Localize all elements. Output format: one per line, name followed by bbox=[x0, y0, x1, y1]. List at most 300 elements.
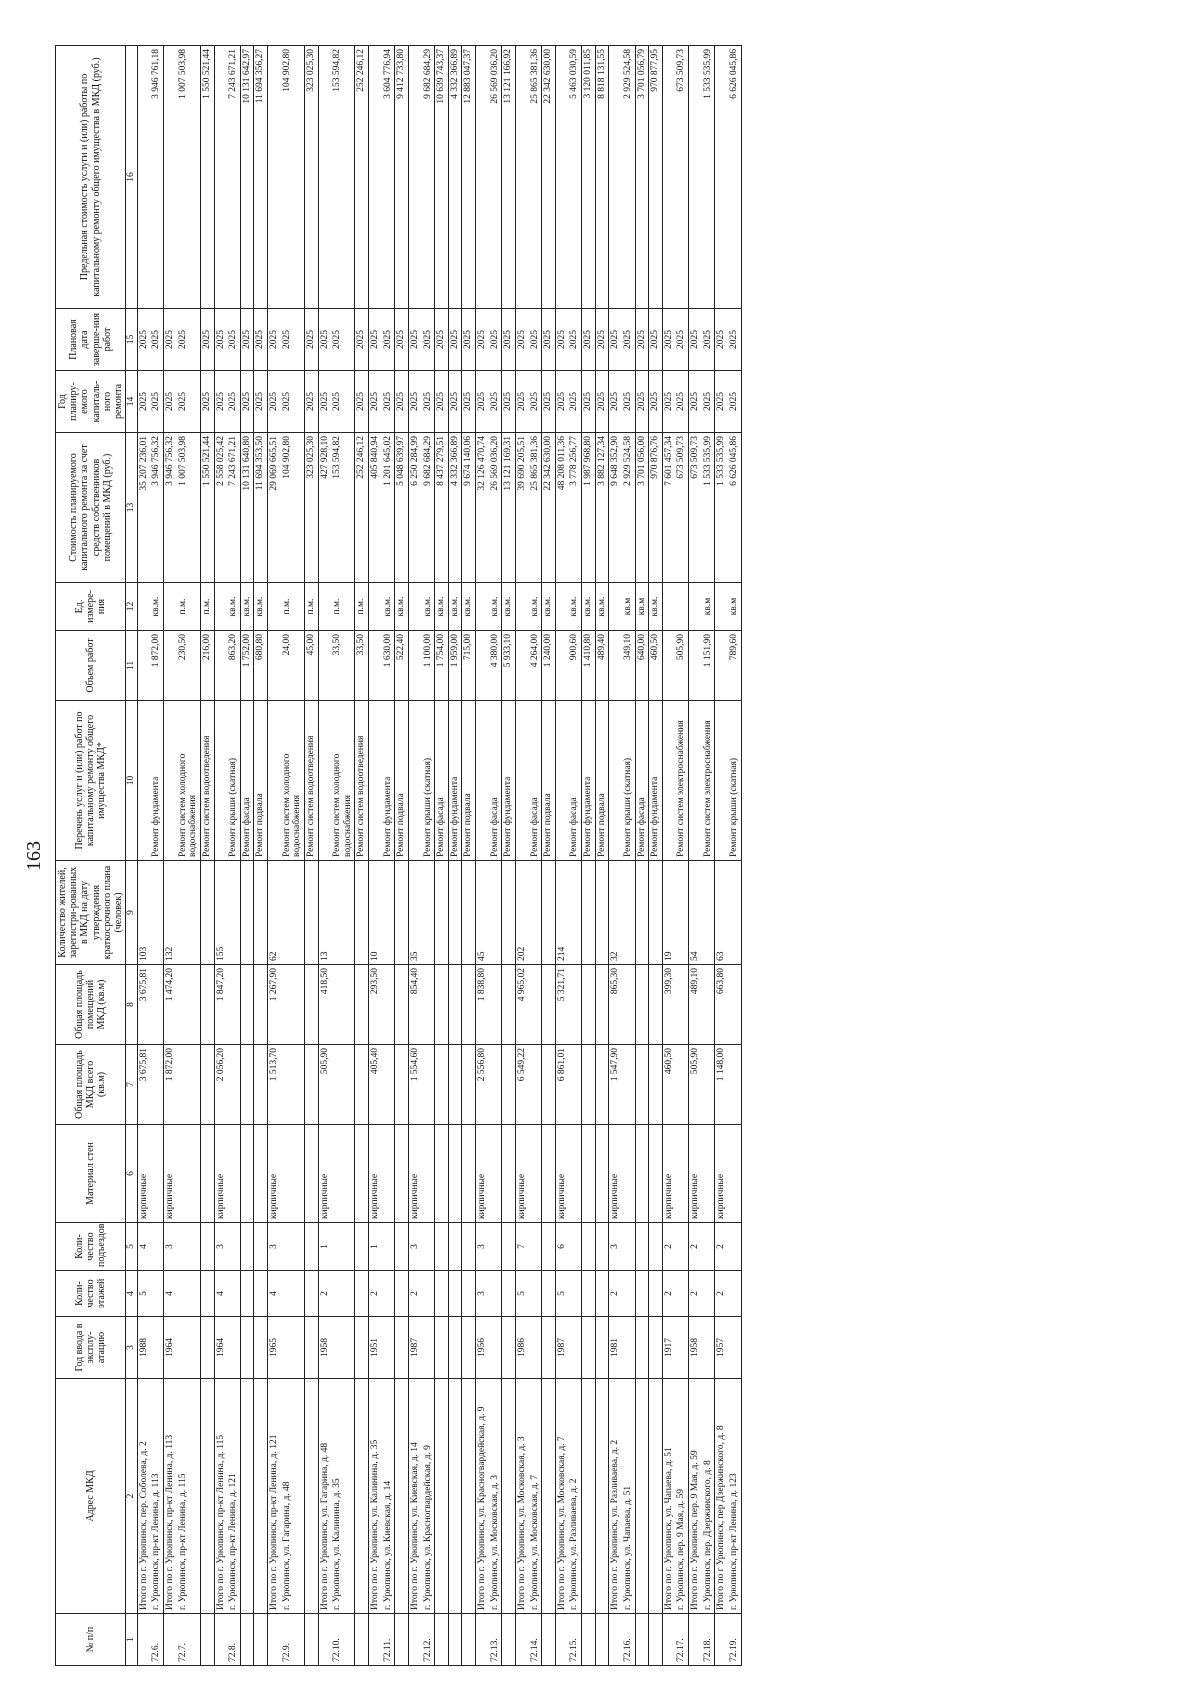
table-cell: 9 648 352,90 bbox=[609, 433, 622, 583]
table-cell bbox=[200, 1317, 214, 1379]
table-cell: кв.м. bbox=[582, 583, 596, 631]
table-cell: 1951 bbox=[369, 1317, 382, 1379]
table-cell: 2025 bbox=[408, 371, 421, 433]
table-cell bbox=[448, 965, 462, 1045]
table-cell: 2025 bbox=[715, 371, 728, 433]
table-cell bbox=[137, 1614, 150, 1666]
table-row bbox=[489, 46, 502, 1666]
table-cell: 3 bbox=[164, 1223, 177, 1271]
table-cell bbox=[542, 861, 556, 965]
table-cell: 1 533 535,99 bbox=[702, 433, 715, 583]
table-cell: 489,40 bbox=[595, 631, 609, 701]
table-cell: 2 056,20 bbox=[214, 1045, 227, 1125]
table-cell bbox=[164, 1614, 177, 1666]
table-row bbox=[435, 46, 449, 1666]
table-cell: 3 bbox=[609, 1223, 622, 1271]
table-cell: Ремонт подвала bbox=[462, 701, 476, 861]
table-cell bbox=[582, 1045, 596, 1125]
table-cell bbox=[529, 861, 542, 965]
table-cell bbox=[675, 1045, 688, 1125]
table-cell: 1986 bbox=[515, 1317, 528, 1379]
table-cell bbox=[240, 1271, 254, 1317]
table-cell bbox=[331, 965, 355, 1045]
table-cell bbox=[542, 965, 556, 1045]
table-cell: 2025 bbox=[568, 371, 581, 433]
table-row bbox=[200, 46, 214, 1666]
table-cell bbox=[214, 1614, 227, 1666]
total-row bbox=[689, 46, 702, 1666]
table-cell: Итого по г. Урюпинск, пр-кт Ленина, д. 115 bbox=[214, 1379, 227, 1614]
table-cell bbox=[476, 701, 489, 861]
table-cell: 104 902,80 bbox=[281, 46, 305, 309]
table-cell bbox=[435, 861, 449, 965]
table-cell bbox=[555, 631, 568, 701]
table-cell bbox=[318, 583, 331, 631]
table-cell bbox=[227, 1317, 240, 1379]
table-cell bbox=[331, 1223, 355, 1271]
table-cell: 1 513,70 bbox=[268, 1045, 281, 1125]
column-number: 9 bbox=[126, 861, 138, 965]
table-cell: 7 243 671,21 bbox=[227, 46, 240, 309]
table-cell bbox=[254, 1379, 268, 1614]
table-cell: 427 928,10 bbox=[318, 433, 331, 583]
table-cell: 72.17. bbox=[675, 1614, 688, 1666]
table-cell: 505,90 bbox=[318, 1045, 331, 1125]
total-row bbox=[515, 46, 528, 1666]
table-cell bbox=[304, 1223, 318, 1271]
table-cell: 1987 bbox=[408, 1317, 421, 1379]
table-row bbox=[422, 46, 435, 1666]
table-cell bbox=[568, 1125, 581, 1223]
table-cell bbox=[529, 1317, 542, 1379]
total-row bbox=[408, 46, 421, 1666]
table-cell: 2025 bbox=[635, 371, 649, 433]
table-cell: 155 bbox=[214, 861, 227, 965]
table-cell bbox=[227, 1271, 240, 1317]
table-cell bbox=[227, 1125, 240, 1223]
table-cell bbox=[595, 861, 609, 965]
table-cell bbox=[675, 1271, 688, 1317]
table-cell: 2025 bbox=[675, 371, 688, 433]
table-cell: 2025 bbox=[502, 371, 516, 433]
table-cell: 970 877,95 bbox=[649, 46, 663, 309]
table-cell bbox=[462, 965, 476, 1045]
column-header-9: Количество жителей, зарегистри-рованных в МКД на дату утверждения краткосрочного плана (человек) bbox=[56, 861, 126, 965]
table-body bbox=[137, 46, 741, 1666]
table-cell: г. Урюпинск, пр-кт Ленина, д. 123 bbox=[728, 1379, 741, 1614]
table-cell: 2025 bbox=[435, 309, 449, 371]
table-cell: Ремонт подвала bbox=[542, 701, 556, 861]
table-cell: 1 554,60 bbox=[408, 1045, 421, 1125]
table-cell: 505,90 bbox=[689, 1045, 702, 1125]
table-cell: 12 883 047,37 bbox=[462, 46, 476, 309]
table-cell bbox=[555, 1614, 568, 1666]
table-cell: 13 bbox=[318, 861, 331, 965]
table-cell: 1 533 535,99 bbox=[715, 433, 728, 583]
table-cell bbox=[595, 1271, 609, 1317]
table-cell: 5 321,71 bbox=[555, 965, 568, 1045]
table-cell bbox=[164, 46, 177, 309]
table-cell bbox=[649, 1614, 663, 1666]
table-cell bbox=[435, 1125, 449, 1223]
table-cell: 1 bbox=[369, 1223, 382, 1271]
table-cell bbox=[331, 861, 355, 965]
table-cell: 22 342 630,00 bbox=[542, 46, 556, 309]
table-cell: 252 246,12 bbox=[355, 433, 369, 583]
table-cell bbox=[595, 1223, 609, 1271]
table-cell: 505,90 bbox=[675, 631, 688, 701]
table-cell bbox=[662, 631, 675, 701]
table-cell bbox=[395, 1125, 409, 1223]
table-row bbox=[622, 46, 635, 1666]
table-cell bbox=[395, 1045, 409, 1125]
table-cell bbox=[304, 861, 318, 965]
table-cell: кирпичные bbox=[214, 1125, 227, 1223]
table-row bbox=[502, 46, 516, 1666]
table-cell: Ремонт систем электроснабжения bbox=[702, 701, 715, 861]
table-cell: 5 048 639,97 bbox=[395, 433, 409, 583]
table-cell: 405,40 bbox=[369, 1045, 382, 1125]
table-cell: г. Урюпинск, пр-кт Ленина, д. 115 bbox=[177, 1379, 201, 1614]
table-cell: п.м. bbox=[355, 583, 369, 631]
table-cell: 72.13. bbox=[489, 1614, 502, 1666]
table-cell: кв.м. bbox=[395, 583, 409, 631]
table-cell: 2025 bbox=[408, 309, 421, 371]
table-cell bbox=[408, 1614, 421, 1666]
column-number: 1 bbox=[126, 1614, 138, 1666]
table-cell: 1 148,00 bbox=[715, 1045, 728, 1125]
table-cell: 640,00 bbox=[635, 631, 649, 701]
table-cell bbox=[702, 1271, 715, 1317]
table-cell bbox=[254, 861, 268, 965]
table-cell bbox=[568, 965, 581, 1045]
table-cell bbox=[635, 1223, 649, 1271]
column-header-10: Перечень услуг и (или) работ по капитальному ремонту общего имущества МКД* bbox=[56, 701, 126, 861]
table-cell: 2025 bbox=[476, 371, 489, 433]
table-cell: г. Урюпинск, ул. Калинина, д. 35 bbox=[331, 1379, 355, 1614]
table-row bbox=[649, 46, 663, 1666]
table-cell: 970 876,76 bbox=[649, 433, 663, 583]
table-cell bbox=[177, 1125, 201, 1223]
table-cell bbox=[268, 46, 281, 309]
table-cell: Ремонт крыши (скатная) bbox=[622, 701, 635, 861]
table-cell bbox=[281, 1271, 305, 1317]
table-cell bbox=[422, 965, 435, 1045]
table-cell: 2025 bbox=[489, 309, 502, 371]
table-cell: 2025 bbox=[609, 371, 622, 433]
table-cell: 2025 bbox=[214, 309, 227, 371]
table-cell bbox=[489, 1271, 502, 1317]
table-cell bbox=[635, 1271, 649, 1317]
column-number: 12 bbox=[126, 583, 138, 631]
table-cell: 2025 bbox=[177, 371, 201, 433]
column-header-13: Стоимость планируемого капитального ремонта за счет средств собственников помещений в МКД (руб.) bbox=[56, 433, 126, 583]
table-cell: 1 547,90 bbox=[609, 1045, 622, 1125]
table-cell: Итого по г. Урюпинск, пр-кт Ленина, д. 113 bbox=[164, 1379, 177, 1614]
table-cell: Ремонт фасада bbox=[529, 701, 542, 861]
table-cell: Ремонт фундамента bbox=[649, 701, 663, 861]
table-cell: г. Урюпинск, пер. 9 Мая, д. 59 bbox=[675, 1379, 688, 1614]
table-cell: 2 556,80 bbox=[476, 1045, 489, 1125]
column-number: 4 bbox=[126, 1271, 138, 1317]
table-row bbox=[728, 46, 741, 1666]
table-cell bbox=[582, 1125, 596, 1223]
table-cell bbox=[675, 1317, 688, 1379]
table-cell: 2025 bbox=[318, 309, 331, 371]
table-cell bbox=[137, 701, 150, 861]
table-cell bbox=[448, 1317, 462, 1379]
table-cell bbox=[355, 861, 369, 965]
table-cell: 32 bbox=[609, 861, 622, 965]
table-cell: кв.м. bbox=[382, 583, 395, 631]
table-cell: 72.7. bbox=[177, 1614, 201, 1666]
table-cell: кирпичные bbox=[609, 1125, 622, 1223]
table-cell: кирпичные bbox=[689, 1125, 702, 1223]
table-cell: кв.м. bbox=[595, 583, 609, 631]
table-cell: 10 bbox=[369, 861, 382, 965]
table-cell: 1 533 535,99 bbox=[702, 46, 715, 309]
table-cell bbox=[177, 1045, 201, 1125]
column-number: 14 bbox=[126, 371, 138, 433]
table-cell: 63 bbox=[715, 861, 728, 965]
table-cell bbox=[502, 965, 516, 1045]
table-cell: 2025 bbox=[177, 309, 201, 371]
table-cell bbox=[702, 1317, 715, 1379]
column-header-8: Общая площадь помещений МКД (кв.м) bbox=[56, 965, 126, 1045]
table-cell bbox=[254, 1271, 268, 1317]
table-cell: 4 332 366,89 bbox=[448, 46, 462, 309]
table-cell bbox=[502, 861, 516, 965]
table-cell bbox=[254, 1614, 268, 1666]
table-cell bbox=[715, 1614, 728, 1666]
table-cell: 153 594,82 bbox=[331, 433, 355, 583]
table-cell bbox=[382, 1045, 395, 1125]
table-cell: Ремонт систем водоотведения bbox=[200, 701, 214, 861]
table-cell bbox=[502, 1379, 516, 1614]
table-cell: Ремонт фасада bbox=[635, 701, 649, 861]
table-cell: 1 550 521,44 bbox=[200, 46, 214, 309]
table-row bbox=[331, 46, 355, 1666]
table-cell bbox=[369, 631, 382, 701]
table-cell: Ремонт фундамента bbox=[502, 701, 516, 861]
table-cell bbox=[150, 1317, 163, 1379]
table-cell: 854,40 bbox=[408, 965, 421, 1045]
table-cell: 2025 bbox=[609, 309, 622, 371]
table-cell: 1965 bbox=[268, 1317, 281, 1379]
column-number: 10 bbox=[126, 701, 138, 861]
table-cell: 72.12. bbox=[422, 1614, 435, 1666]
table-cell bbox=[281, 965, 305, 1045]
table-cell: кв.м. bbox=[502, 583, 516, 631]
table-cell: 4 380,00 bbox=[489, 631, 502, 701]
table-cell bbox=[448, 861, 462, 965]
table-cell: 8 437 279,51 bbox=[435, 433, 449, 583]
table-cell: 1 754,00 bbox=[435, 631, 449, 701]
table-cell bbox=[281, 1125, 305, 1223]
table-cell bbox=[422, 1317, 435, 1379]
table-cell bbox=[355, 1614, 369, 1666]
table-cell: 2025 bbox=[164, 371, 177, 433]
table-cell: 1958 bbox=[318, 1317, 331, 1379]
table-cell bbox=[622, 861, 635, 965]
total-row bbox=[476, 46, 489, 1666]
total-row bbox=[715, 46, 728, 1666]
table-cell: 3 bbox=[476, 1223, 489, 1271]
table-cell bbox=[268, 631, 281, 701]
table-cell bbox=[462, 1045, 476, 1125]
table-cell bbox=[675, 583, 688, 631]
table-cell bbox=[582, 965, 596, 1045]
table-cell bbox=[254, 1317, 268, 1379]
table-cell: Итого по г. Урюпинск, ул. Московская, д. 3 bbox=[515, 1379, 528, 1614]
table-row bbox=[254, 46, 268, 1666]
table-cell bbox=[422, 861, 435, 965]
table-row bbox=[304, 46, 318, 1666]
table-cell bbox=[304, 1271, 318, 1317]
table-cell bbox=[622, 1271, 635, 1317]
table-cell bbox=[715, 631, 728, 701]
table-cell bbox=[689, 701, 702, 861]
table-cell bbox=[435, 1379, 449, 1614]
table-cell: кв.м. bbox=[649, 583, 663, 631]
table-cell: 1 987 968,80 bbox=[582, 433, 596, 583]
table-cell: Итого по г. Урюпинск, ул. Красногвардейская, д. 9 bbox=[476, 1379, 489, 1614]
total-row bbox=[555, 46, 568, 1666]
table-cell bbox=[595, 1614, 609, 1666]
table-cell: 865,30 bbox=[609, 965, 622, 1045]
table-cell: 1 847,20 bbox=[214, 965, 227, 1045]
table-cell bbox=[318, 46, 331, 309]
table-cell: п.м. bbox=[304, 583, 318, 631]
table-cell: 4 bbox=[164, 1271, 177, 1317]
table-cell bbox=[635, 1614, 649, 1666]
table-cell: кв.м. bbox=[254, 583, 268, 631]
table-cell bbox=[214, 583, 227, 631]
table-cell bbox=[227, 861, 240, 965]
table-cell: 399,30 bbox=[662, 965, 675, 1045]
table-cell: 7 243 671,21 bbox=[227, 433, 240, 583]
table-cell bbox=[502, 1317, 516, 1379]
table-cell: 2025 bbox=[254, 371, 268, 433]
table-row bbox=[542, 46, 556, 1666]
table-cell bbox=[649, 1045, 663, 1125]
table-cell bbox=[355, 1379, 369, 1614]
table-cell: 2025 bbox=[268, 309, 281, 371]
table-row bbox=[529, 46, 542, 1666]
table-cell bbox=[240, 1379, 254, 1614]
column-number: 13 bbox=[126, 433, 138, 583]
table-cell: 349,10 bbox=[622, 631, 635, 701]
table-cell: 673 509,73 bbox=[689, 433, 702, 583]
column-header-15: Плановая дата заверше-ния работ bbox=[56, 309, 126, 371]
table-cell bbox=[150, 965, 163, 1045]
table-cell: кв.м. bbox=[462, 583, 476, 631]
table-cell bbox=[382, 1271, 395, 1317]
table-cell: 62 bbox=[268, 861, 281, 965]
table-cell: 2025 bbox=[448, 371, 462, 433]
table-cell bbox=[137, 583, 150, 631]
table-cell bbox=[649, 1271, 663, 1317]
table-cell bbox=[281, 1223, 305, 1271]
table-cell: 2025 bbox=[662, 371, 675, 433]
table-cell: Итого по г. Урюпинск, пр-кт Ленина, д. 121 bbox=[268, 1379, 281, 1614]
table-cell: 4 bbox=[268, 1271, 281, 1317]
column-number: 3 bbox=[126, 1317, 138, 1379]
table-cell: г. Урюпинск, ул. Киевская, д. 14 bbox=[382, 1379, 395, 1614]
table-cell: Ремонт систем электроснабжения bbox=[675, 701, 688, 861]
table-cell: 2 929 524,58 bbox=[622, 46, 635, 309]
table-cell bbox=[582, 861, 596, 965]
table-cell: Ремонт систем холодного водоснабжения bbox=[281, 701, 305, 861]
table-cell: Ремонт подвала bbox=[395, 701, 409, 861]
table-cell: г. Урюпинск, пер. Дзержинского, д. 8 bbox=[702, 1379, 715, 1614]
table-cell: Ремонт фасада bbox=[240, 701, 254, 861]
table-cell bbox=[476, 1614, 489, 1666]
table-cell bbox=[435, 1317, 449, 1379]
table-cell: 4 332 366,89 bbox=[448, 433, 462, 583]
table-cell bbox=[715, 583, 728, 631]
table-cell: кв.м. bbox=[422, 583, 435, 631]
table-cell bbox=[462, 1614, 476, 1666]
table-cell: г. Урюпинск, ул. Московская, д. 7 bbox=[529, 1379, 542, 1614]
table-cell: 5 463 030,59 bbox=[568, 46, 581, 309]
table-cell bbox=[200, 1271, 214, 1317]
table-cell: 2025 bbox=[150, 371, 163, 433]
table-cell: 6 bbox=[555, 1223, 568, 1271]
table-cell: 1 100,00 bbox=[422, 631, 435, 701]
table-cell: 10 639 743,37 bbox=[435, 46, 449, 309]
table-cell: 4 bbox=[214, 1271, 227, 1317]
table-cell bbox=[595, 1379, 609, 1614]
table-cell: кирпичные bbox=[318, 1125, 331, 1223]
table-cell bbox=[408, 583, 421, 631]
table-cell bbox=[304, 1125, 318, 1223]
column-header-5: Коли-чество подъездов bbox=[56, 1223, 126, 1271]
table-cell: 230,50 bbox=[177, 631, 201, 701]
table-cell: 1958 bbox=[689, 1317, 702, 1379]
table-cell bbox=[595, 965, 609, 1045]
table-cell bbox=[355, 965, 369, 1045]
table-cell bbox=[702, 1045, 715, 1125]
table-cell: 2025 bbox=[435, 371, 449, 433]
table-cell bbox=[462, 1125, 476, 1223]
table-cell: 1 838,80 bbox=[476, 965, 489, 1045]
table-cell bbox=[254, 1223, 268, 1271]
table-cell bbox=[622, 965, 635, 1045]
table-cell: Ремонт крыши (скатная) bbox=[227, 701, 240, 861]
table-cell: 1 872,00 bbox=[150, 631, 163, 701]
table-cell bbox=[355, 1271, 369, 1317]
total-row bbox=[318, 46, 331, 1666]
table-cell bbox=[502, 1045, 516, 1125]
table-cell: 2025 bbox=[200, 309, 214, 371]
table-cell: 6 626 045,86 bbox=[728, 433, 741, 583]
table-cell: 72.15. bbox=[568, 1614, 581, 1666]
column-header-2: Адрес МКД bbox=[56, 1379, 126, 1614]
table-cell: 72.10. bbox=[331, 1614, 355, 1666]
table-cell: кв.м. bbox=[542, 583, 556, 631]
table-cell: г. Урюпинск, ул. Чапаева, д. 51 bbox=[622, 1379, 635, 1614]
table-cell bbox=[240, 1614, 254, 1666]
table-cell: 5 bbox=[555, 1271, 568, 1317]
table-cell bbox=[662, 46, 675, 309]
table-cell bbox=[568, 1045, 581, 1125]
table-row bbox=[177, 46, 201, 1666]
table-cell: 5 bbox=[137, 1271, 150, 1317]
column-header-16: Предельная стоимость услуги и (или) работы по капитальному ремонту общего имущества в МКД (руб.) bbox=[56, 46, 126, 309]
table-cell: Ремонт систем водоотведения bbox=[304, 701, 318, 861]
table-cell: 2025 bbox=[227, 309, 240, 371]
